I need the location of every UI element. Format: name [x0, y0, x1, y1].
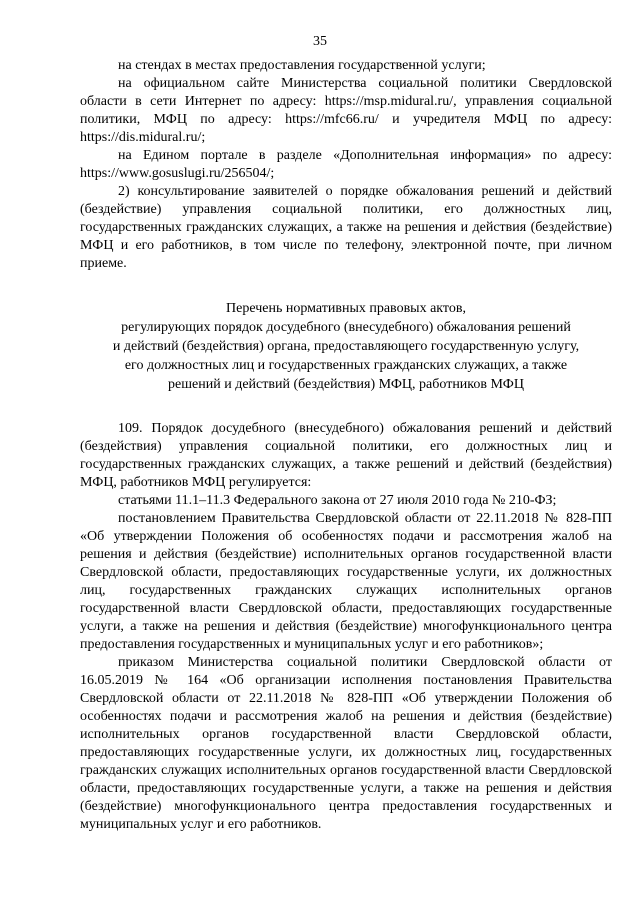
paragraph-federal-law: статьями 11.1–11.3 Федерального закона от 27 июля 2010 года № 210-ФЗ;	[118, 493, 557, 508]
paragraph-official-site: на официальном сайте Министерства социальной политики Свердловской области в сети Интернет по адресу: https://msp.midural.ru/, управления социальной политики, МФЦ по адресу: https://mfc66.ru/ и учредителя МФЦ по адресу: https://dis.midural.ru/;	[80, 76, 612, 145]
heading-line: и действий (бездействия) органа, предоставляющего государственную услугу,	[112, 339, 580, 354]
heading-line: решений и действий (бездействия) МФЦ, работников МФЦ	[168, 377, 524, 392]
paragraph-consulting: 2) консультирование заявителей о порядке обжалования решений и действий (бездействие) управления социальной политики, его должностных лиц, государственных гражданских служащих, а также на решения и действия (бездействие) МФЦ и его работников, в том числе по телефону, электронной почте, при личном приеме.	[80, 184, 612, 271]
document-body	[80, 57, 612, 834]
paragraph-stands: на стендах в местах предоставления государственной услуги;	[118, 58, 486, 73]
heading-line: регулирующих порядок досудебного (внесудебного) обжалования решений	[121, 320, 571, 335]
paragraph-government-resolution: постановлением Правительства Свердловской области от 22.11.2018 № 828-ПП «Об утверждении Положения об особенностях подачи и рассмотрения жалоб на решения и действия (бездействие) исполнительных органов государственной власти Свердловской области, предоставляющих государственные услуги, их должностных лиц, государственных гражданских служащих исполнительных органов государственной власти Свердловской области, предоставляющих государственные услуги, а также на решения и действия (бездействие) многофункционального центра предоставления государственных и муниципальных услуг и его работников»;	[80, 511, 612, 652]
section-heading	[80, 299, 612, 394]
paragraph-unified-portal: на Едином портале в разделе «Дополнительная информация» по адресу: https://www.gosuslugi.ru/256504/;	[80, 148, 612, 181]
paragraph-109: 109. Порядок досудебного (внесудебного) обжалования решений и действий (бездействия) управления социальной политики, его должностных лиц и государственных гражданских служащих, а также решений и действий (бездействия) МФЦ, работников МФЦ регулируется:	[80, 421, 612, 490]
paragraph-ministry-order: приказом Министерства социальной политики Свердловской области от 16.05.2019 № 164 «Об организации исполнения постановления Правительства Свердловской области от 22.11.2018 № 828-ПП «Об утверждении Положения об особенностях подачи и рассмотрения жалоб на решения и действия (бездействие) исполнительных органов государственной власти Свердловской области, предоставляющих государственные услуги, их должностных лиц, государственных гражданских служащих исполнительных органов государственной власти Свердловской области, предоставляющих государственные услуги, а также на решения и действия (бездействие) многофункционального центра предоставления государственных и муниципальных услуг и его работников.	[80, 655, 612, 832]
page-number: 35	[313, 34, 327, 49]
heading-line: его должностных лиц и государственных гражданских служащих, а также	[124, 358, 568, 373]
heading-line: Перечень нормативных правовых актов,	[226, 301, 466, 316]
